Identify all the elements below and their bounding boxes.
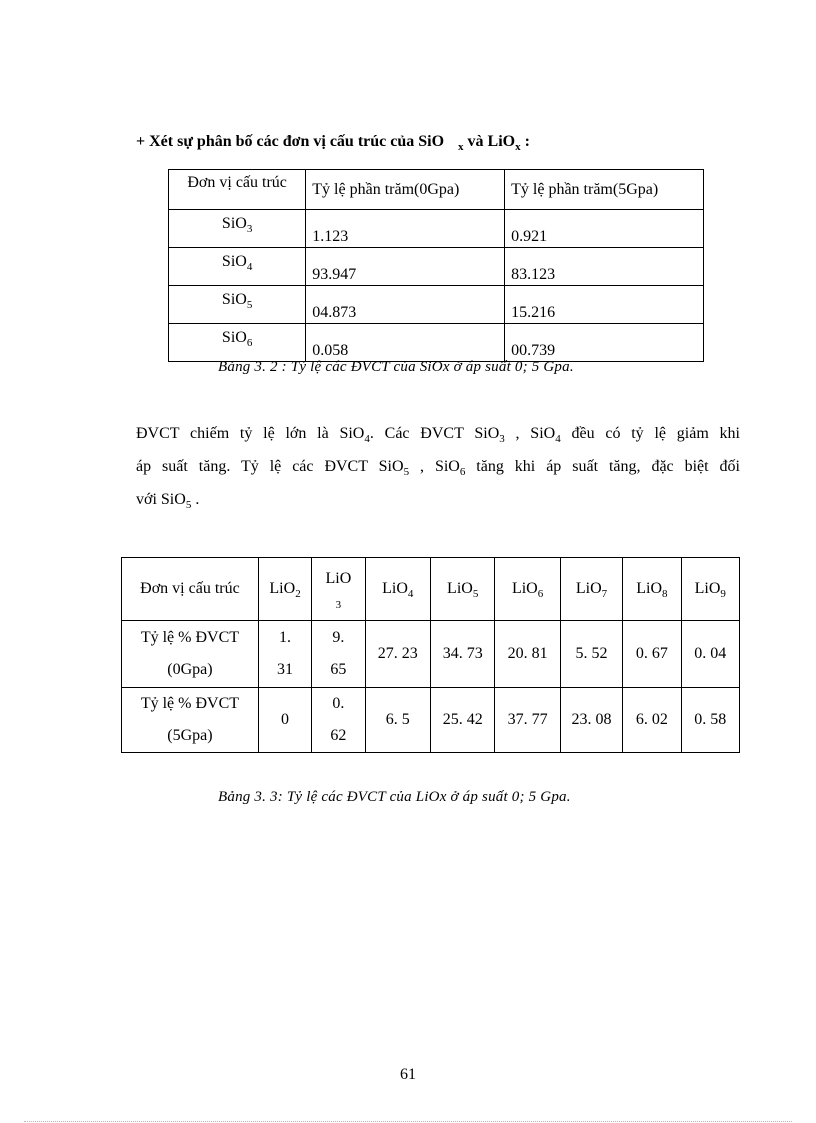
header-unit: Đơn vị cấu trúc xyxy=(169,170,306,210)
value-cell: 20. 81 xyxy=(495,621,560,688)
value-cell: 0.058 xyxy=(306,324,505,362)
value-cell: 04.873 xyxy=(306,286,505,324)
value-cell: 27. 23 xyxy=(365,621,430,688)
unit-header-cell: LiO$_6$ xyxy=(495,558,560,621)
value-cell: 37. 77 xyxy=(495,688,560,753)
table-row xyxy=(169,324,704,362)
unit-cell: SiO$_3$ xyxy=(169,210,306,248)
unit-header-cell: LiO$_5$ xyxy=(430,558,494,621)
section-heading: + Xét sự phân bố các đơn vị cấu trúc của SiO $_x$ và LiO$_x$ : xyxy=(136,133,530,153)
sio-distribution-table xyxy=(168,169,704,362)
value-cell: 25. 42 xyxy=(430,688,494,753)
header-percent-5gpa: Tỷ lệ phần trăm(5Gpa) xyxy=(505,170,704,210)
unit-header-cell: LiO 3 xyxy=(312,558,365,621)
table-row xyxy=(122,621,740,688)
value-cell: 83.123 xyxy=(505,248,704,286)
lio-distribution-table xyxy=(121,557,740,753)
unit-header-cell: LiO$_7$ xyxy=(560,558,622,621)
value-cell: 93.947 xyxy=(306,248,505,286)
unit-header-cell: LiO$_4$ xyxy=(365,558,430,621)
header-percent-0gpa: Tỷ lệ phần trăm(0Gpa) xyxy=(306,170,505,210)
value-cell: 6. 02 xyxy=(623,688,681,753)
value-cell: 5. 52 xyxy=(560,621,622,688)
value-cell: 0. 67 xyxy=(623,621,681,688)
value-cell: 6. 5 xyxy=(365,688,430,753)
table-row xyxy=(169,210,704,248)
header-unit: Đơn vị cấu trúc xyxy=(122,558,259,621)
paragraph-line: với SiO$_5$ . xyxy=(136,491,200,511)
table-row xyxy=(169,286,704,324)
value-cell: 0.921 xyxy=(505,210,704,248)
table-header-row xyxy=(169,170,704,210)
paragraph-line: áp suất tăng. Tỷ lệ các ĐVCT SiO$_5$ , SiO$_6$ tăng khi áp suất tăng, đặc biệt đối xyxy=(136,458,740,478)
value-cell: 15.216 xyxy=(505,286,704,324)
page-number: 61 xyxy=(400,1066,416,1083)
table-caption: Bảng 3. 2 : Tỷ lệ các ĐVCT của SiOx ở áp suất 0; 5 Gpa. xyxy=(218,359,574,375)
value-cell: 1. 31 xyxy=(258,621,311,688)
table-caption: Bảng 3. 3: Tỷ lệ các ĐVCT của LiOx ở áp suất 0; 5 Gpa. xyxy=(218,789,571,805)
value-cell: 23. 08 xyxy=(560,688,622,753)
table-row xyxy=(122,688,740,753)
row-label-0gpa: Tỷ lệ % ĐVCT (0Gpa) xyxy=(122,621,259,688)
value-cell: 0 xyxy=(258,688,311,753)
table-header-row xyxy=(122,558,740,621)
unit-header-cell: LiO$_8$ xyxy=(623,558,681,621)
value-cell: 0. 62 xyxy=(312,688,365,753)
unit-header-cell: LiO$_9$ xyxy=(681,558,739,621)
unit-cell: SiO$_4$ xyxy=(169,248,306,286)
value-cell: 34. 73 xyxy=(430,621,494,688)
value-cell: 0. 58 xyxy=(681,688,739,753)
table-row xyxy=(169,248,704,286)
value-cell: 1.123 xyxy=(306,210,505,248)
value-cell: 0. 04 xyxy=(681,621,739,688)
unit-cell: SiO$_6$ xyxy=(169,324,306,362)
value-cell: 9. 65 xyxy=(312,621,365,688)
unit-header-cell: LiO$_2$ xyxy=(258,558,311,621)
paragraph-line: ĐVCT chiếm tỷ lệ lớn là SiO$_4$. Các ĐVCT SiO$_3$ , SiO$_4$ đều có tỷ lệ giảm khi xyxy=(136,425,740,445)
page-border-dots xyxy=(24,1121,792,1122)
row-label-5gpa: Tỷ lệ % ĐVCT (5Gpa) xyxy=(122,688,259,753)
unit-cell: SiO$_5$ xyxy=(169,286,306,324)
value-cell: 00.739 xyxy=(505,324,704,362)
